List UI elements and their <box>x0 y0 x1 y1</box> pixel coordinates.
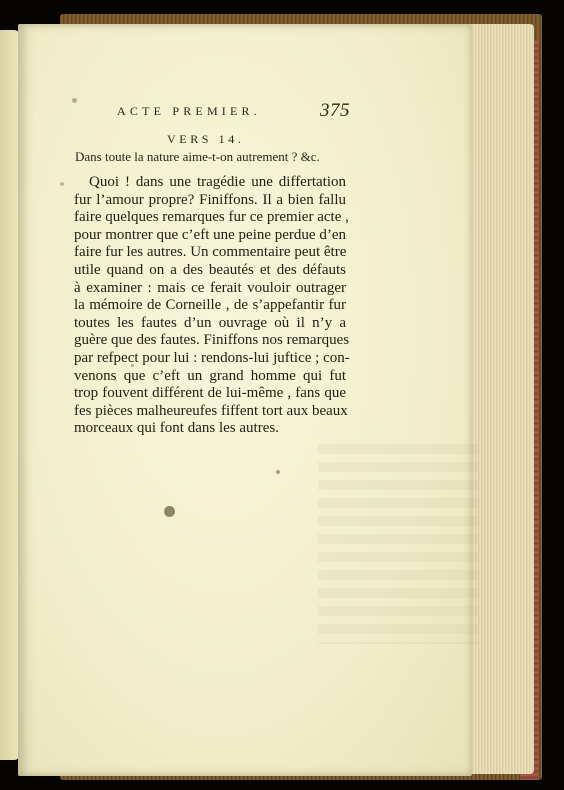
text-line: toutes les fautes d’un ouvrage où il n’y a <box>74 314 346 331</box>
text-line: morceaux qui font dans les autres. <box>74 420 279 437</box>
running-title: ACTE PREMIER. <box>117 104 261 118</box>
foxing-spot <box>164 506 175 517</box>
text-line: à examiner : mais ce ferait vouloir outrager <box>74 279 346 296</box>
text-line: guère que des fautes. Finiffons nos remarques <box>74 332 350 349</box>
facing-page-edge <box>0 30 20 760</box>
text-line: pour montrer que c’eft une peine perdue d’en <box>74 226 346 243</box>
text-line: fes pièces malheureufes fiffent tort aux beaux <box>74 402 348 419</box>
text-line: faire quelques remarques fur ce premier acte , <box>74 209 349 226</box>
text-line: faire fur les autres. Un commentaire peut être <box>74 244 347 261</box>
commentary-paragraph <box>74 174 350 438</box>
text-line: utile quand on a des beautés et des défauts <box>74 261 346 278</box>
page-number: 375 <box>320 100 350 121</box>
show-through-text <box>318 444 478 644</box>
quoted-verse: Dans toute la nature aime-t-on autrement ? &c. <box>75 149 320 164</box>
text-line: venons que c’eft un grand homme qui fut <box>74 367 346 384</box>
foxing-spot <box>276 470 280 474</box>
foxing-spot <box>72 98 77 103</box>
page-edges <box>462 24 534 774</box>
verse-heading: VERS 14. <box>167 132 245 146</box>
text-line: la mémoire de Corneille , de s’appefantir fur <box>74 297 346 314</box>
text-line: fur l’amour propre? Finiffons. Il a bien fallu <box>74 191 346 208</box>
foxing-spot <box>60 182 64 186</box>
text-line: Quoi ! dans une tragédie une differtation <box>89 174 346 190</box>
text-line: trop fouvent différent de lui-même , fans que <box>74 385 346 402</box>
text-line: par refpect pour lui : rendons-lui juftice ; con- <box>74 349 350 366</box>
